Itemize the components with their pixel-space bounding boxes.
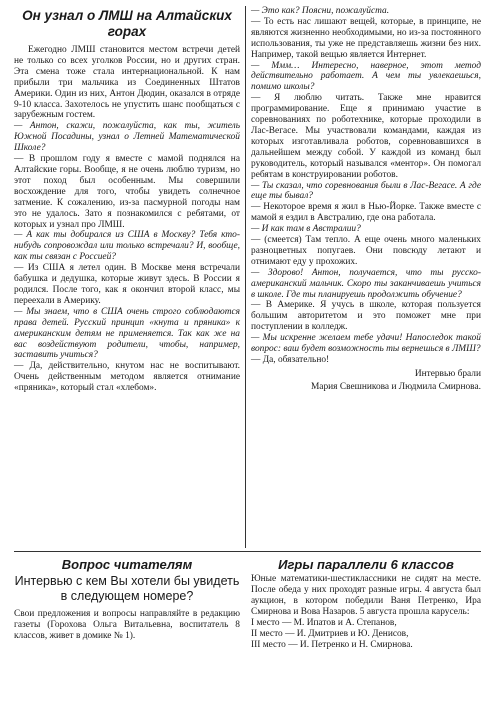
interview-question: — Ммм… Интересно, наверное, этот метод действительно работает. А чем ты увлекаешься, помимо школы? — [251, 60, 481, 93]
article-signature-names: Мария Свешникова и Людмила Смирнова. — [310, 381, 481, 392]
interview-answer: — Некоторое время я жил в Нью-Йорке. Также вместе с мамой я ездил в Австралию, где она работала. — [251, 202, 481, 224]
column-divider — [245, 6, 246, 548]
interview-answer: — То есть нас лишают вещей, которые, в принципе, не являются жизненно необходимыми, но из-за постоянного использования, ты уже не представляешь жизни без них. Например, такой вещью является Интернет. — [251, 16, 481, 60]
article-left-paragraphs — [14, 45, 240, 394]
reader-question-body: Свои предложения и вопросы направляйте в редакцию газеты (Горохова Ольга Витальевна, воспитатель 8 классов, живет в домике № 1). — [14, 609, 240, 641]
interview-answer: — Да, обязательно! — [251, 355, 330, 365]
games-result-3: III место — И. Петренко и Н. Смирнова. — [251, 639, 413, 650]
article-right-column — [251, 6, 481, 393]
interview-question: — Это как? Поясни, пожалуйста. — [251, 6, 390, 16]
interview-question: — Антон, скажи, пожалуйста, как ты, житель Южной Посадины, узнал о Летней Математической Школе? — [14, 121, 240, 154]
reader-question-title: Вопрос читателям — [61, 557, 193, 572]
article-signature-label: Интервью брали — [414, 368, 481, 379]
reader-question-text: Интервью с кем Вы хотели бы увидеть в следующем номере? — [14, 574, 240, 604]
interview-question: — Ты сказал, что соревнования были в Лас-Вегасе. А где еще ты бывал? — [251, 180, 481, 202]
games-body: Юные математики-шестиклассники не сидят на месте. После обеда у них проходят разные игры. 4 августа был аукцион, в котором победили Ваня Петренко, Ира Смирнова и Вова Назаров. 5 августа прошла карусель: — [251, 574, 481, 617]
section-divider — [14, 551, 481, 552]
article-left-column — [14, 6, 240, 394]
article-intro: Ежегодно ЛМШ становится местом встречи детей не только со всех уголков России, но и других стран. Эта смена тоже стала интернациональной. К нам прибыли три мальчика из Соединенных Штатов Америки. Один из них, Антон Дюдин, оказался в отряде 9-10 класса. Захотелось не упустить шанс пообщаться с зарубежным гостем. — [14, 45, 240, 121]
interview-answer: — В прошлом году я вместе с мамой поднялся на Алтайские горы. Вообще, я не очень люблю туризм, но этот поход был особенным. Мы совершили восхождение для того, чтобы увидеть солнечное затмение. К сожалению, из-за пасмурной погоды нам это не удалось. Зато я познакомился с ребятами, от которых и узнал про ЛМШ. — [14, 154, 240, 230]
games-section — [251, 557, 481, 650]
article-title: Он узнал о ЛМШ на Алтайских горах — [22, 8, 232, 39]
games-result-1: I место — М. Ипатов и А. Степанов, — [251, 617, 397, 628]
article-right-paragraphs — [251, 6, 481, 366]
interview-question: — Здорово! Антон, получается, что ты русско-американский мальчик. Скоро ты заканчиваешь учиться в школе. Где ты планируешь продолжить обучение? — [251, 267, 481, 300]
games-result-2: II место — И. Дмитриев и Ю. Денисов, — [251, 628, 409, 639]
interview-question: — Мы знаем, что в США очень строго соблюдаются права детей. Русский принцип «кнута и пряника» к американским детям не применяется. Так как же на вас воздействуют родители, чтобы, например, заставить учиться? — [14, 306, 240, 361]
games-title: Игры параллели 6 классов — [278, 557, 454, 572]
interview-answer: — Я люблю читать. Также мне нравится программирование. Еще я принимаю участие в соревнованиях по роботехнике, которые проходили в Лас-Вегасе. Мы участвовали командами, каждая из которых изготавливала роботов, соревновавшихся в дальнейшем между собой. У каждой из команд был руководитель, который назывался «ментор». Он помогал ребятам в конструировании роботов. — [251, 93, 481, 180]
interview-question: — И как там в Австралии? — [251, 224, 361, 235]
interview-answer: — В Америке. Я учусь в школе, которая пользуется большим авторитетом и это поможет мне при поступлении в колледж. — [251, 300, 481, 333]
interview-answer: — Да, действительно, кнутом нас не воспитывают. Очень действенным методом является отнимание «пряника», который стал «хлебом». — [14, 361, 240, 394]
interview-question: — А как ты добирался из США в Москву? Тебя кто-нибудь сопровождал или только встречали? И, вообще, как ты связан с Россией? — [14, 230, 240, 263]
interview-answer: — Из США я летел один. В Москве меня встречали бабушка и дедушка, которые живут здесь. В России я родился. После того, как я окончил второй класс, мы переехали в Америку. — [14, 263, 240, 306]
interview-question: — Мы искренне желаем тебе удачи! Напоследок такой вопрос: ваш будет возможность ты вернешься в ЛМШ? — [251, 333, 481, 355]
interview-answer: — (смеется) Там тепло. А еще очень много маленьких разноцветных попугаев. Они повсюду летают и отнимают еду у прохожих. — [251, 235, 481, 267]
reader-question-section — [14, 557, 240, 642]
